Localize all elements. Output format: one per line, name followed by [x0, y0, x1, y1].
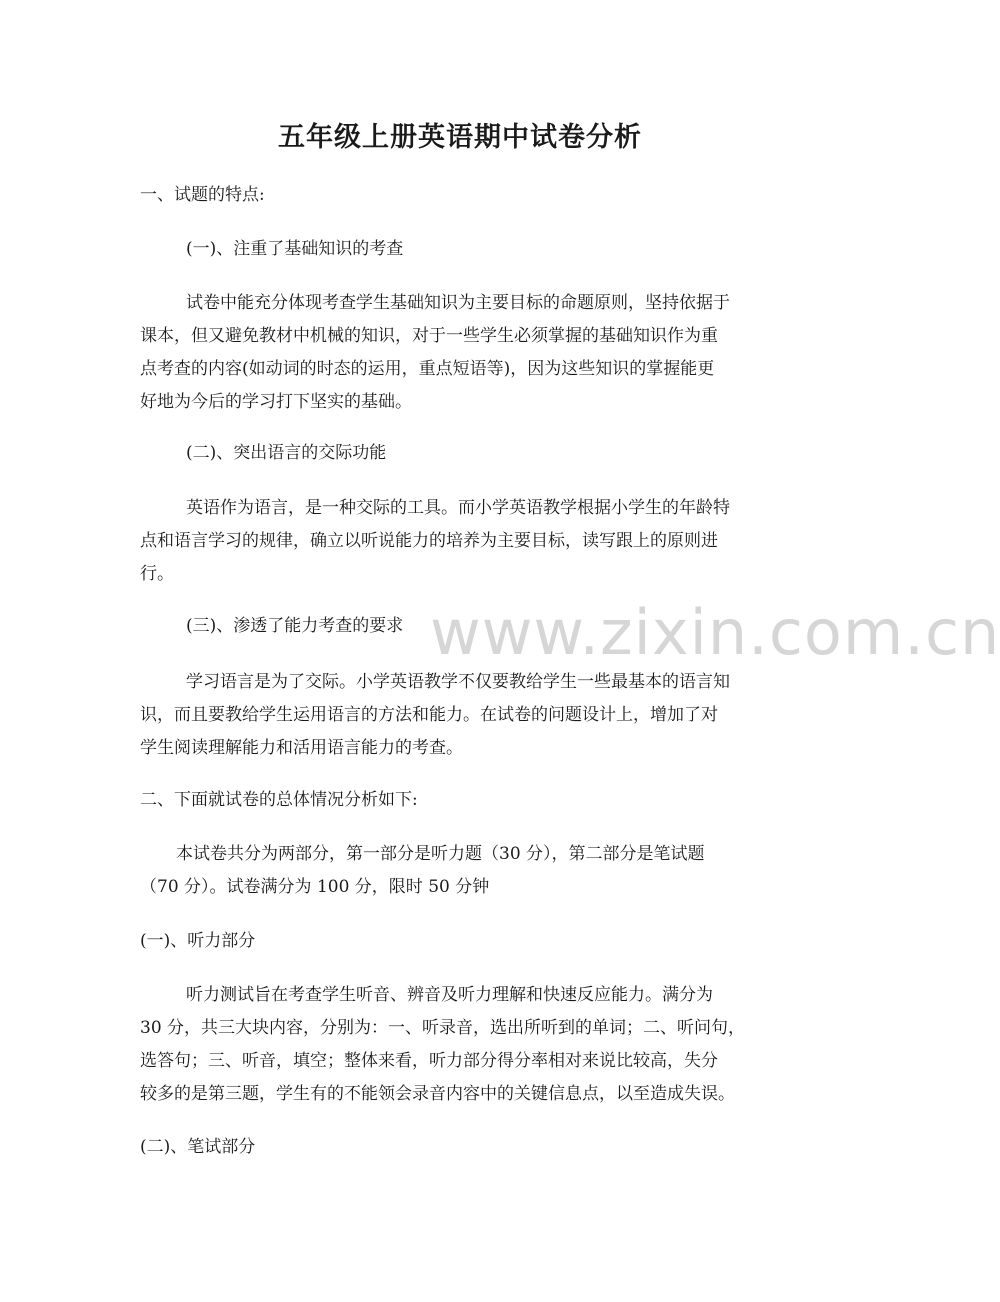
watermark: www.zixin.com.cn: [430, 596, 1000, 669]
paragraph-line: 识，而且要教给学生运用语言的方法和能力。在试卷的问题设计上，增加了对: [140, 705, 718, 725]
paragraph-line: 英语作为语言，是一种交际的工具。而小学英语教学根据小学生的年龄特: [186, 498, 730, 518]
section-heading-2: 二、下面就试卷的总体情况分析如下:: [140, 790, 418, 810]
paragraph-line: 较多的是第三题，学生有的不能领会录音内容中的关键信息点，以至造成失误。: [140, 1084, 735, 1104]
page-title: 五年级上册英语期中试卷分析: [278, 122, 642, 153]
paragraph-line: 行。: [140, 564, 174, 584]
subheading-5: (二)、笔试部分: [140, 1137, 256, 1157]
paragraph-line: 点和语言学习的规律，确立以听说能力的培养为主要目标，读写跟上的原则进: [140, 531, 718, 551]
subheading-4: (一)、听力部分: [140, 931, 256, 951]
paragraph-line: 好地为今后的学习打下坚实的基础。: [140, 392, 412, 412]
paragraph-line: 学生阅读理解能力和活用语言能力的考查。: [140, 738, 463, 758]
paragraph-line: 听力测试旨在考查学生听音、辨音及听力理解和快速反应能力。满分为: [186, 985, 713, 1005]
paragraph-line: 选答句；三、听音，填空；整体来看，听力部分得分率相对来说比较高，失分: [140, 1051, 718, 1071]
paragraph-line: 试卷中能充分体现考查学生基础知识为主要目标的命题原则，坚持依据于: [186, 293, 730, 313]
subheading-3: (三)、渗透了能力考查的要求: [186, 616, 404, 636]
subheading-2: (二)、突出语言的交际功能: [186, 443, 387, 463]
paragraph-line: 本试卷共分为两部分，第一部分是听力题（30 分），第二部分是笔试题: [176, 844, 705, 864]
paragraph-line: 课本，但又避免教材中机械的知识，对于一些学生必须掌握的基础知识作为重: [140, 326, 718, 346]
paragraph-line: （70 分）。试卷满分为 100 分，限时 50 分钟: [140, 877, 490, 897]
paragraph-line: 点考查的内容(如动词的时态的运用，重点短语等)，因为这些知识的掌握能更: [140, 359, 715, 379]
section-heading-1: 一、试题的特点:: [140, 185, 265, 205]
paragraph-line: 30 分，共三大块内容，分别为：一、听录音，选出所听到的单词；二、听问句，: [140, 1018, 746, 1038]
subheading-1: (一)、注重了基础知识的考查: [186, 239, 404, 259]
paragraph-line: 学习语言是为了交际。小学英语教学不仅要教给学生一些最基本的语言知: [186, 672, 730, 692]
